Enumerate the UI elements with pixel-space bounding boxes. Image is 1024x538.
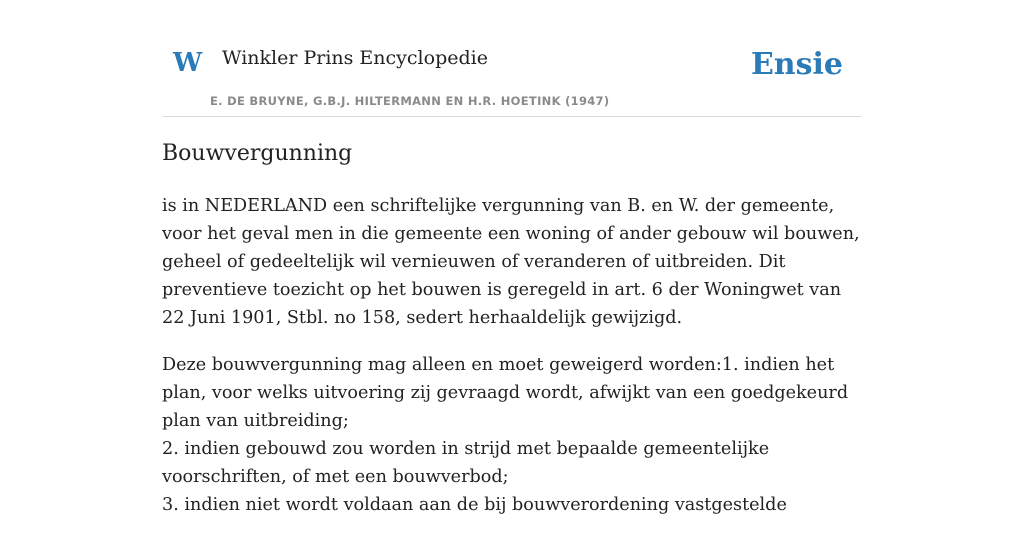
article-title: Bouwvergunning — [162, 141, 353, 166]
list-item: 3. indien niet wordt voldaan aan de bij bouwverordening vastgestelde — [162, 495, 787, 515]
paragraph-2 — [162, 351, 862, 519]
list-item: 2. indien gebouwd zou worden in strijd met bepaalde gemeentelijke voorschriften, of met een bouwverbod; — [162, 439, 770, 487]
site-title[interactable]: Winkler Prins Encyclopedie — [222, 47, 488, 69]
page — [162, 0, 862, 515]
brand-logo[interactable]: Ensie — [750, 47, 843, 82]
authors-line: E. DE BRUYNE, G.B.J. HILTERMANN EN H.R. HOETINK (1947) — [210, 94, 610, 108]
paragraph-1: is in NEDERLAND een schriftelijke vergunning van B. en W. der gemeente, voor het geval men in die gemeente een woning of ander gebouw wil bouwen, geheel of gedeeltelijk wil vernieuwen of veranderen of uitbreiden. Dit preventieve toezicht op het bouwen is geregeld in art. 6 der Woningwet van 22 Juni 1901, Stbl. no 158, sedert herhaaldelijk gewijzigd. — [162, 196, 860, 328]
logo-icon[interactable]: W — [173, 48, 203, 78]
article-body — [162, 192, 862, 538]
site-header — [162, 0, 862, 117]
list-item: Deze bouwvergunning mag alleen en moet geweigerd worden:1. indien het plan, voor welks uitvoering zij gevraagd wordt, afwijkt van een goedgekeurd plan van uitbreiding; — [162, 355, 849, 431]
